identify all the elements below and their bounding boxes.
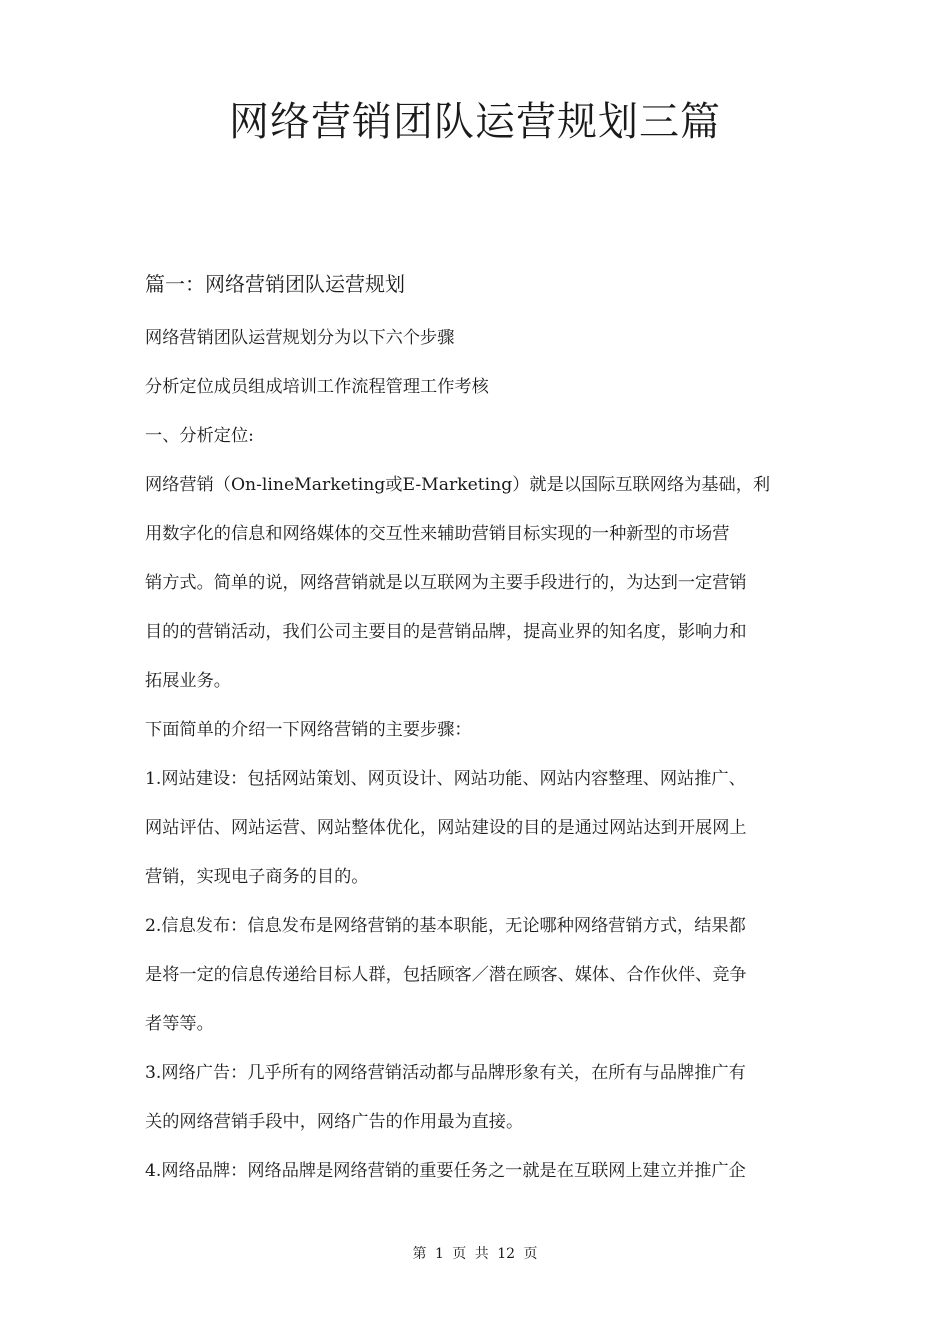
body-line: 2.信息发布：信息发布是网络营销的基本职能，无论哪种网络营销方式，结果都 [145,916,746,936]
body-line: 是将一定的信息传递给目标人群，包括顾客／潜在顾客、媒体、合作伙伴、竞争 [145,965,747,985]
body-line: 目的的营销活动，我们公司主要目的是营销品牌，提高业界的知名度，影响力和 [145,622,747,642]
body-line: 销方式。简单的说，网络营销就是以互联网为主要手段进行的，为达到一定营销 [145,573,747,593]
body-line: 3.网络广告：几乎所有的网络营销活动都与品牌形象有关，在所有与品牌推广有 [145,1063,746,1083]
body-line: 营销，实现电子商务的目的。 [145,867,369,887]
document-body [145,262,810,1196]
body-line: 关的网络营销手段中，网络广告的作用最为直接。 [145,1112,524,1132]
body-line: 网络营销团队运营规划分为以下六个步骤 [145,328,455,348]
body-line: 1.网站建设：包括网站策划、网页设计、网站功能、网站内容整理、网站推广、 [145,769,746,789]
section-heading: 篇一：网络营销团队运营规划 [145,272,405,296]
body-line: 下面简单的介绍一下网络营销的主要步骤： [145,720,472,740]
body-line: 一、分析定位: [145,426,254,446]
body-line: 拓展业务。 [145,671,231,691]
body-line: 用数字化的信息和网络媒体的交互性来辅助营销目标实现的一种新型的市场营 [145,524,730,544]
page-number-footer: 第 1 页 共 12 页 [412,1246,538,1262]
body-line: 分析定位成员组成培训工作流程管理工作考核 [145,377,489,397]
body-line: 4.网络品牌：网络品牌是网络营销的重要任务之一就是在互联网上建立并推广企 [145,1161,746,1181]
body-line: 网站评估、网站运营、网站整体优化，网站建设的目的是通过网站达到开展网上 [145,818,747,838]
body-line: 网络营销（On-lineMarketing或E-Marketing）就是以国际互联网络为基础，利 [145,475,771,495]
document-title: 网络营销团队运营规划三篇 [229,99,721,145]
body-line: 者等等。 [145,1014,214,1034]
